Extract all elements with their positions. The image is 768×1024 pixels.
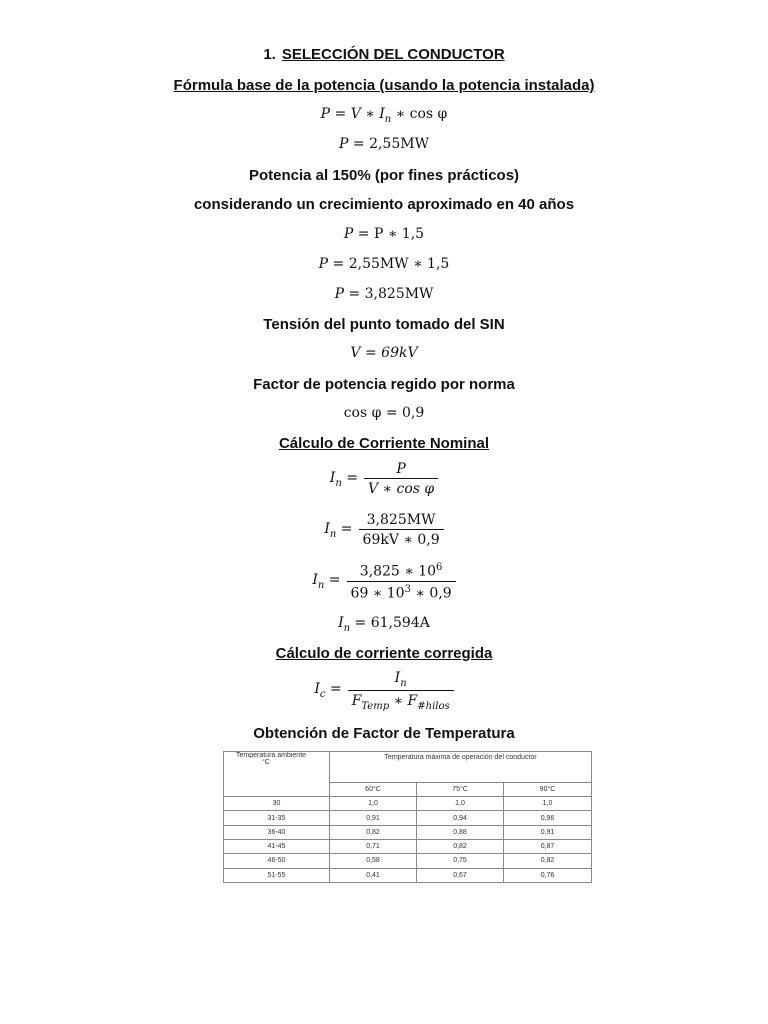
table-cell: 0,58 [330,854,417,868]
denominator-exponent: 3 [404,583,411,595]
numerator: 3,825MW [366,512,436,528]
eq-lhs: V [350,345,361,361]
equation-in-fraction-2: $I_n$ = $\frac{3,825MW}{69kV ∗ 0,9}$ [0,512,768,548]
numerator [356,562,447,581]
eq-sub: n [329,528,337,540]
column-header: 90°C [504,782,592,796]
temperature-factor-table [223,751,592,883]
fraction [364,461,438,497]
table-cell: 0,67 [417,868,504,882]
fraction [359,512,444,548]
fraction [348,670,454,712]
denominator-a: F [351,692,362,709]
table-cell: 0,91 [504,825,592,839]
eq-rhs: V ∗ I [350,106,385,122]
equation-in-fraction-3: $I_n$ = $\frac{3,825 ∗ 10^6}{69 ∗ 10^3 ∗ 0,9}$ [0,562,768,601]
eq-rhs: P ∗ 1,5 [373,226,425,242]
table-cell: 0,41 [330,868,417,882]
heading-crecimiento: considerando un crecimiento aproximado en 40 años [193,196,575,213]
eq-sub: n [335,477,342,489]
eq-sub: n [343,622,351,634]
eq-lhs: I [324,520,330,537]
table-cell: 30 [224,797,330,811]
equation-power-value: P = 2,55MW [339,136,429,152]
eq-rhs: 2,55MW [369,136,429,152]
equation-cos-phi: cos φ = 0,9 [343,405,425,421]
table-row [224,811,592,825]
table-cell: 1,0 [330,797,417,811]
eq-lhs: P [320,106,331,122]
table-cell: 0,71 [330,840,417,854]
eq-sub: c [319,689,326,701]
table-cell: 51-55 [224,868,330,882]
heading-tension: Tensión del punto tomado del SIN [263,316,505,333]
column-header: 60°C [330,782,417,796]
table-cell: 0,82 [504,854,592,868]
denominator [348,690,454,712]
eq-lhs: P [339,136,349,152]
table-cell: 0,96 [504,811,592,825]
table-row [224,797,592,811]
eq-lhs: I [338,615,344,631]
heading-corriente-corregida: Cálculo de corriente corregida [275,645,493,662]
equation-in-fraction-1: $I_n$ = $\frac{P}{\text{V ∗ cos φ}}$ [0,461,768,497]
eq-rhs: 69kV [381,345,418,361]
eq-rhs: 3,825MW [364,286,434,302]
max-temp-header: Temperatura máxima de operación del conductor [330,752,592,783]
equation-p-255-times-15: P = 2,55MW ∗ 1,5 [318,256,450,272]
heading-formula-base: Fórmula base de la potencia (usando la potencia instalada) [173,77,595,94]
numerator-exponent: 6 [436,562,443,573]
denominator [347,581,456,602]
section-number: 1. [263,46,276,63]
eq-tail: ∗ cos φ [391,106,448,122]
equation-ic: $I_c$ = $\frac{I_n}{F_{Temp} ∗ F_{\#hilos}}$ [0,670,768,712]
eq-sub: n [384,113,392,125]
table-cell: 0,87 [504,840,592,854]
table-cell: 31-35 [224,811,330,825]
table-cell: 0,91 [330,811,417,825]
table-cell: 0,76 [504,868,592,882]
eq-lhs: I [312,572,318,589]
table-row [224,868,592,882]
eq-rhs: 61,594A [370,615,430,631]
section-title [0,46,768,64]
ambient-temp-header [224,752,330,797]
numerator: P [396,461,406,477]
numerator-var: I [394,670,401,686]
table-cell: 41-45 [224,840,330,854]
equation-p-3825: P = 3,825MW [334,286,434,302]
denominator: V ∗ cos φ [364,478,438,497]
eq-sub: n [317,580,325,592]
table-cell: 1,0 [417,797,504,811]
table-cell: 0,88 [417,825,504,839]
table-cell: 0,94 [417,811,504,825]
ambient-temp-header-line1: Temperatura ambiente [236,752,307,759]
fraction [347,562,456,601]
denominator: 69kV ∗ 0,9 [359,529,444,548]
eq-lhs: I [314,681,320,698]
numerator-sub: n [400,677,407,689]
column-header: 75°C [417,782,504,796]
eq-lhs: I [329,469,336,486]
table-cell: 36-40 [224,825,330,839]
denominator-a: 69 ∗ 10 [350,585,405,602]
equation-in-result: $I_n = 61,594A$ [338,615,430,634]
numerator [391,670,411,690]
equation-voltage: V = 69kV [350,345,418,361]
denominator-b: ∗ 0,9 [410,585,452,602]
ambient-temp-header-line2: °C [262,759,270,766]
table-cell: 0,82 [330,825,417,839]
section-title-text: SELECCIÓN DEL CONDUCTOR [281,46,505,63]
table-row [224,854,592,868]
denominator-a-sub: Temp [361,700,390,712]
equation-p-times-15: P = P ∗ 1,5 [343,226,425,242]
eq-rhs: 0,9 [402,405,425,421]
eq-lhs: P [334,286,344,302]
table-cell: 0,75 [417,854,504,868]
table-row [224,825,592,839]
table-row [224,840,592,854]
heading-factor-temperatura: Obtención de Factor de Temperatura [253,725,515,742]
heading-factor-potencia: Factor de potencia regido por norma [253,376,515,393]
numerator-base: 3,825 ∗ 10 [359,563,437,580]
eq-rhs: 2,55MW ∗ 1,5 [348,256,450,272]
heading-corriente-nominal: Cálculo de Corriente Nominal [278,435,490,452]
eq-lhs: cos φ [343,405,382,421]
denominator-b-sub: #hilos [417,700,450,712]
table-cell: 0,82 [417,840,504,854]
table-cell: 46-50 [224,854,330,868]
eq-lhs: P [318,256,329,272]
heading-potencia-150: Potencia al 150% (por fines prácticos) [248,167,520,184]
table-cell: 1,0 [504,797,592,811]
denominator-op: ∗ F [389,692,418,709]
equation-power-formula: P = V ∗ $I_n$ ∗ cos φ [320,106,448,125]
eq-lhs: P [343,226,354,242]
